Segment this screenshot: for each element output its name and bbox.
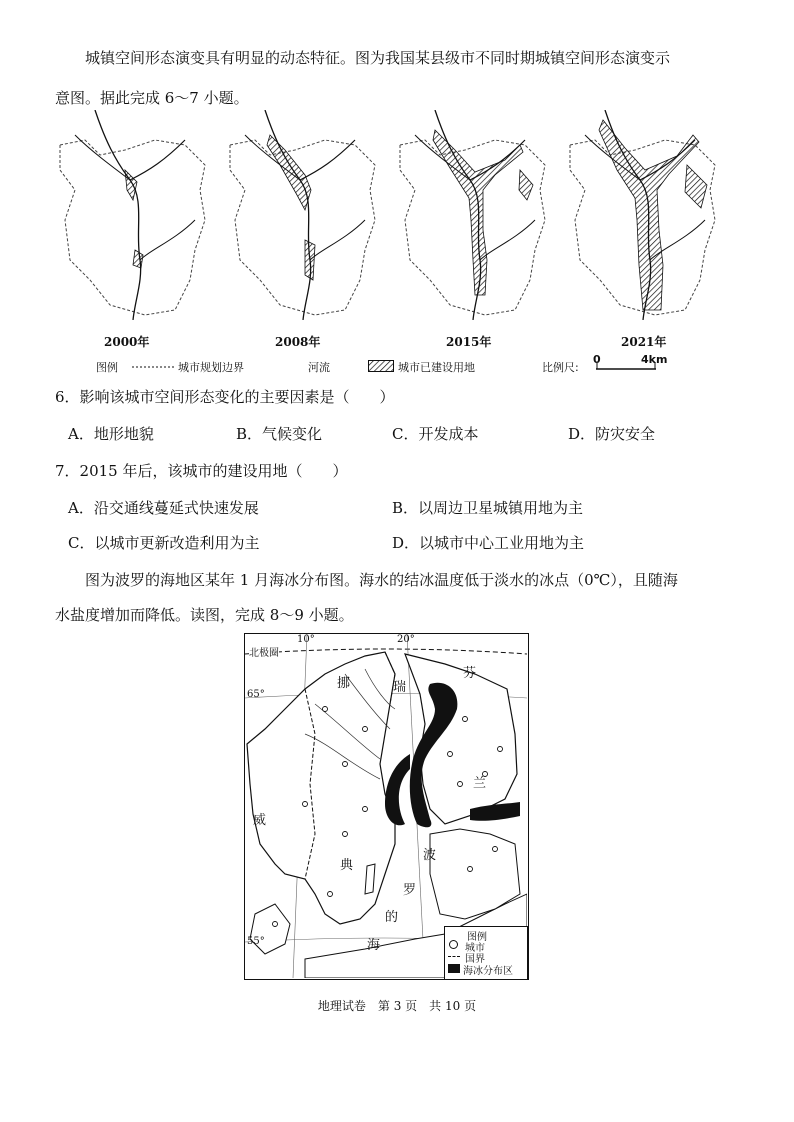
lon-10-label: 10°: [297, 634, 315, 645]
label-wei: 威: [253, 813, 267, 828]
city-evolution-maps: [55, 110, 745, 320]
legend-boundary: 城市规划边界: [178, 361, 244, 374]
legend-river: 河流: [308, 361, 330, 374]
border-icon: [448, 956, 460, 957]
map-2008: [230, 110, 375, 320]
q6-option-c[interactable]: C．开发成本: [392, 425, 479, 443]
label-rui: 瑞: [393, 680, 407, 695]
q6-stem: 6．影响该城市空间形态变化的主要因素是（ ）: [55, 388, 395, 406]
q7-option-c[interactable]: C．以城市更新改造利用为主: [68, 534, 260, 552]
baltic-legend-title: 图例: [467, 932, 487, 943]
q7-option-b[interactable]: B．以周边卫星城镇用地为主: [392, 499, 584, 517]
page-footer: 地理试卷 第 3 页 共 10 页: [317, 999, 477, 1013]
map-2000: [60, 110, 205, 320]
label-bo: 波: [423, 848, 437, 863]
lat-55-label: 55°: [247, 936, 265, 947]
scale-value: 4km: [641, 353, 668, 366]
label-nuo: 挪: [337, 676, 351, 691]
map-2021: [570, 110, 715, 320]
legend-title: 图例: [96, 361, 118, 374]
year-label: 2021年: [621, 335, 667, 349]
intro1-line1: 城镇空间形态演变具有明显的动态特征。图为我国某县级市不同时期城镇空间形态演变示: [85, 49, 671, 67]
ice-icon: [448, 964, 460, 973]
lat-65-label: 65°: [247, 689, 265, 700]
baltic-legend-border: 国界: [465, 954, 485, 965]
baltic-ice-map: [244, 633, 529, 980]
city-icon: [449, 940, 458, 949]
year-label: 2000年: [104, 335, 150, 349]
q7-option-d[interactable]: D．以城市中心工业用地为主: [392, 534, 585, 552]
label-lan: 兰: [473, 776, 487, 791]
city-map-legend: [96, 353, 696, 377]
year-label: 2008年: [275, 335, 321, 349]
label-de: 的: [385, 910, 399, 925]
label-luo: 罗: [403, 883, 417, 898]
label-dian: 典: [340, 858, 354, 873]
boundary-line-icon: [132, 365, 174, 369]
baltic-legend: [444, 926, 528, 980]
q6-option-a[interactable]: A．地形地貌: [68, 425, 154, 443]
intro1-line2: 意图。据此完成 6～7 小题。: [55, 89, 249, 107]
lon-20-label: 20°: [397, 634, 415, 645]
intro2-line1: 图为波罗的海地区某年 1 月海冰分布图。海水的结冰温度低于淡水的冰点（0℃），且随海: [85, 571, 678, 589]
q6-option-d[interactable]: D．防灾安全: [568, 425, 656, 443]
year-label: 2015年: [446, 335, 492, 349]
baltic-legend-city: 城市: [465, 943, 485, 954]
built-area-icon: [368, 360, 394, 372]
q7-option-a[interactable]: A．沿交通线蔓延式快速发展: [68, 499, 259, 517]
legend-scale-label: 比例尺:: [542, 361, 579, 374]
q7-stem: 7．2015 年后，该城市的建设用地（ ）: [55, 462, 348, 480]
q6-option-b[interactable]: B．气候变化: [236, 425, 323, 443]
intro2-line2: 水盐度增加而降低。读图，完成 8～9 小题。: [55, 606, 354, 624]
label-hai: 海: [367, 938, 381, 953]
arctic-circle-label: 北极圈: [249, 644, 279, 659]
scale-zero: 0: [593, 353, 601, 366]
baltic-legend-ice: 海冰分布区: [463, 966, 513, 977]
legend-built: 城市已建设用地: [398, 361, 475, 374]
map-2015: [400, 110, 545, 320]
label-fen: 芬: [463, 666, 477, 681]
